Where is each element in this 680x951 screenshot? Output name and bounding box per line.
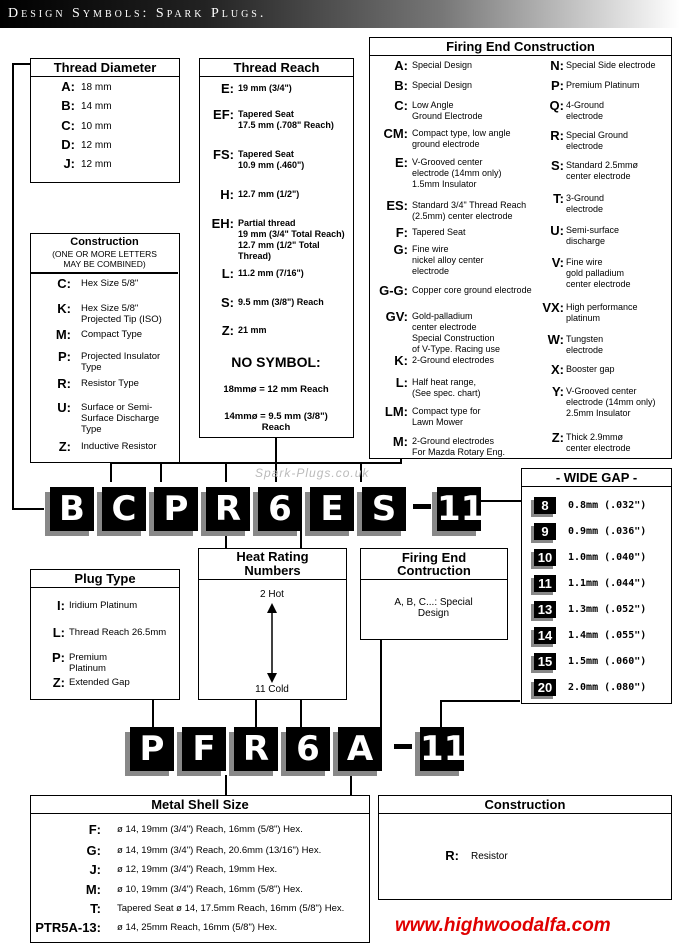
legend-code: H:	[220, 187, 234, 202]
legend-desc: Low Angle Ground Electrode	[412, 100, 483, 121]
part2-suffix-tile: 11	[420, 729, 468, 769]
legend-code: CM:	[383, 126, 408, 141]
part-letter-tile: B	[50, 487, 94, 531]
heat-rating-box	[198, 548, 347, 700]
legend-desc: Copper core ground electrode	[412, 285, 532, 295]
legend-code: EF:	[213, 107, 234, 122]
wide-gap-desc: 1.3mm (.052")	[568, 604, 647, 615]
construction-2-desc: Resistor	[471, 851, 508, 862]
footer-url[interactable]: www.highwoodalfa.com	[395, 915, 611, 936]
page-header	[0, 0, 680, 28]
connector-line	[225, 530, 227, 548]
legend-desc: ø 10, 19mm (3/4") Reach, 16mm (5/8") Hex.	[117, 884, 303, 895]
connector-line	[160, 462, 162, 482]
legend-desc: Fine wire gold palladium center electrode	[566, 257, 631, 289]
heat-scale-arrow-icon	[262, 603, 282, 683]
legend-desc: Compact type for Lawn Mower	[412, 406, 481, 427]
thread-diameter-box	[30, 58, 180, 183]
wide-gap-desc: 0.9mm (.036")	[568, 526, 647, 537]
legend-desc: 12.7 mm (1/2")	[238, 189, 300, 199]
legend-desc: 14 mm	[81, 101, 112, 112]
legend-code: M:	[392, 434, 408, 449]
legend-desc: Semi-surface discharge	[566, 225, 620, 246]
legend-code: M:	[85, 882, 101, 897]
legend-code: L:	[52, 625, 65, 640]
legend-desc: 10 mm	[81, 121, 112, 132]
legend-code: Z:	[58, 439, 71, 454]
wide-gap-code-tile: 9	[534, 523, 556, 540]
connector-line	[225, 775, 227, 795]
connector-line	[360, 462, 400, 464]
legend-code: S:	[221, 295, 234, 310]
legend-desc: Special Side electrode	[566, 60, 656, 70]
legend-desc: 9.5 mm (3/8") Reach	[238, 297, 324, 307]
legend-code: B:	[394, 78, 408, 93]
part-letter-tile: F	[182, 727, 226, 771]
legend-code: A:	[61, 79, 75, 94]
connector-line	[12, 63, 14, 509]
legend-code: G:	[393, 242, 408, 257]
part-letter-tile: R	[206, 487, 250, 531]
legend-code: S:	[551, 158, 564, 173]
legend-desc: Standard 2.5mmø center electrode	[566, 160, 639, 181]
legend-code: W:	[547, 332, 564, 347]
legend-code: C:	[61, 118, 75, 133]
legend-code: B:	[61, 98, 75, 113]
legend-desc: Projected Insulator Type	[81, 351, 161, 373]
legend-desc: Inductive Resistor	[81, 441, 157, 452]
legend-code: X:	[551, 362, 564, 377]
legend-desc: Special Design	[412, 60, 473, 70]
wide-gap-code-tile: 15	[534, 653, 556, 670]
wide-gap-code-tile: 11	[534, 575, 556, 592]
legend-code: F:	[88, 822, 101, 837]
legend-code: J:	[63, 156, 75, 171]
legend-desc: Iridium Platinum	[69, 600, 138, 611]
legend-desc: Tapered Seat	[412, 227, 466, 237]
legend-desc: 18 mm	[81, 82, 112, 93]
legend-code: J:	[89, 862, 101, 877]
construction-box	[30, 233, 180, 463]
legend-desc: 21 mm	[238, 325, 267, 335]
thread-reach-box	[199, 58, 354, 438]
no-symbol-label: NO SYMBOL:	[231, 354, 321, 370]
legend-code: U:	[550, 223, 564, 238]
legend-code: Z:	[551, 430, 564, 445]
no-symbol-14mm: 14mmø = 9.5 mm (3/8") Reach	[224, 411, 328, 433]
metal-shell-title: Metal Shell Size	[31, 796, 369, 814]
legend-desc: 2-Ground electrodes For Mazda Rotary Eng.	[412, 436, 506, 457]
part-letter-tile: E	[310, 487, 354, 531]
legend-desc: Tungsten electrode	[566, 334, 604, 355]
page-title: Design Symbols: Spark Plugs.	[8, 6, 267, 21]
legend-code: FS:	[213, 147, 234, 162]
divider	[31, 272, 178, 274]
connector-line	[300, 700, 302, 728]
legend-code: P:	[551, 78, 564, 93]
plug-type-box	[30, 569, 180, 700]
connector-line	[225, 462, 227, 482]
connector-line	[440, 700, 520, 702]
legend-desc: 19 mm (3/4")	[238, 83, 292, 93]
legend-code: K:	[394, 353, 408, 368]
wide-gap-desc: 1.5mm (.060")	[568, 656, 647, 667]
legend-code: P:	[52, 650, 65, 665]
legend-code: R:	[57, 376, 71, 391]
thread-reach-title: Thread Reach	[200, 59, 353, 77]
wide-gap-desc: 0.8mm (.032")	[568, 500, 647, 511]
legend-desc: Surface or Semi- Surface Discharge Type	[81, 402, 160, 435]
wide-gap-code-tile: 10	[534, 549, 556, 566]
legend-code: T:	[90, 901, 101, 916]
construction-2-title: Construction	[379, 796, 671, 814]
legend-code: EH:	[211, 216, 234, 231]
legend-desc: ø 12, 19mm (3/4") Reach, 19mm Hex.	[117, 864, 278, 875]
wide-gap-code-tile: 8	[534, 497, 556, 514]
wide-gap-code-tile: 14	[534, 627, 556, 644]
legend-desc: Hex Size 5/8" Projected Tip (ISO)	[81, 303, 162, 325]
legend-code: Q:	[549, 98, 564, 113]
legend-desc: 12 mm	[81, 159, 112, 170]
connector-line	[110, 462, 112, 482]
legend-code: C:	[394, 98, 408, 113]
legend-code: L:	[395, 375, 408, 390]
legend-code: ES:	[386, 198, 408, 213]
legend-desc: 2-Ground electrodes	[412, 355, 495, 365]
legend-desc: ø 14, 19mm (3/4") Reach, 16mm (5/8") Hex.	[117, 824, 303, 835]
legend-code: T:	[553, 191, 564, 206]
legend-code: K:	[57, 301, 71, 316]
legend-code: I:	[57, 598, 65, 613]
legend-code: C:	[57, 276, 71, 291]
legend-code: E:	[395, 155, 408, 170]
part-letter-tile: P	[130, 727, 174, 771]
wide-gap-code-tile: 13	[534, 601, 556, 618]
legend-code: G-G:	[379, 283, 408, 298]
construction-2-box	[378, 795, 672, 900]
legend-desc: 11.2 mm (7/16")	[238, 268, 304, 278]
legend-desc: Standard 3/4" Thread Reach (2.5mm) center electrode	[412, 200, 527, 221]
no-symbol-18mm: 18mmø = 12 mm Reach	[223, 384, 329, 395]
legend-code: R:	[550, 128, 564, 143]
part-letter-tile: 6	[258, 487, 302, 531]
dash	[413, 504, 431, 509]
legend-desc: Thread Reach 26.5mm	[69, 627, 167, 638]
wide-gap-box	[521, 468, 672, 704]
legend-code: Z:	[52, 675, 65, 690]
part-letter-tile: 6	[286, 727, 330, 771]
legend-desc: Thick 2.9mmø center electrode	[566, 432, 631, 453]
watermark: Spark-Plugs.co.uk	[255, 466, 370, 480]
legend-code: LM:	[384, 404, 408, 419]
legend-code: Y:	[551, 384, 564, 399]
legend-code: V:	[551, 255, 564, 270]
part-letter-tile: R	[234, 727, 278, 771]
legend-desc: 12 mm	[81, 140, 112, 151]
legend-code: A:	[394, 58, 408, 73]
firing-end-title: Firing End Construction	[370, 38, 671, 56]
legend-desc: Tapered Seat 17.5 mm (.708" Reach)	[238, 109, 334, 130]
firing-end-2-desc: A, B, C...: Special Design	[394, 597, 473, 619]
thread-diameter-title: Thread Diameter	[31, 59, 179, 77]
heat-cold-label: 11 Cold	[255, 684, 289, 695]
legend-code: U:	[57, 400, 71, 415]
legend-code: N:	[550, 58, 564, 73]
wide-gap-title: - WIDE GAP -	[522, 469, 671, 487]
part-letter-tile: S	[362, 487, 406, 531]
legend-desc: Resistor Type	[81, 378, 139, 389]
part1-suffix-tile: 11	[437, 489, 485, 529]
legend-desc: V-Grooved center electrode (14mm only) 2.5mm Insulator	[566, 386, 656, 418]
legend-desc: 3-Ground electrode	[566, 193, 605, 214]
legend-code: M:	[55, 327, 71, 342]
legend-desc: Compact Type	[81, 329, 143, 340]
legend-desc: Tapered Seat ø 14, 17.5mm Reach, 16mm (5/8") Hex.	[117, 903, 345, 914]
legend-desc: V-Grooved center electrode (14mm only) 1.5mm Insulator	[412, 157, 502, 189]
legend-desc: High performance platinum	[566, 302, 638, 323]
wide-gap-desc: 1.1mm (.044")	[568, 578, 647, 589]
connector-line	[152, 700, 154, 728]
legend-desc: Hex Size 5/8"	[81, 278, 139, 289]
legend-desc: Compact type, low angle ground electrode	[412, 128, 511, 149]
legend-desc: 4-Ground electrode	[566, 100, 605, 121]
construction-subtitle: (ONE OR MORE LETTERS MAY BE COMBINED)	[52, 249, 157, 269]
legend-desc: Partial thread 19 mm (3/4" Total Reach) 12.7 mm (1/2" Total Thread)	[238, 218, 345, 261]
legend-desc: Extended Gap	[69, 677, 130, 688]
legend-code: PTR5A-13:	[35, 920, 101, 935]
heat-rating-title: Heat Rating Numbers	[199, 549, 346, 580]
legend-code: Z:	[221, 323, 234, 338]
connector-line	[12, 508, 44, 510]
wide-gap-desc: 1.4mm (.055")	[568, 630, 647, 641]
legend-desc: Booster gap	[566, 364, 615, 374]
firing-end-box	[369, 37, 672, 459]
legend-code: G:	[86, 843, 101, 858]
legend-desc: ø 14, 19mm (3/4") Reach, 20.6mm (13/16") Hex.	[117, 845, 322, 856]
construction-2-code: R:	[445, 848, 459, 863]
connector-line	[300, 530, 302, 548]
construction-title: Construction	[70, 236, 139, 248]
firing-end-2-title: Firing End Contruction	[361, 549, 507, 580]
plug-type-title: Plug Type	[31, 570, 179, 588]
legend-desc: Premium Platinum	[566, 80, 640, 90]
metal-shell-box	[30, 795, 370, 943]
legend-code: D:	[61, 137, 75, 152]
wide-gap-desc: 2.0mm (.080")	[568, 682, 647, 693]
legend-desc: ø 14, 25mm Reach, 16mm (5/8") Hex.	[117, 922, 278, 933]
legend-desc: Tapered Seat 10.9 mm (.460")	[238, 149, 305, 170]
legend-code: E:	[221, 81, 234, 96]
legend-desc: Premium Platinum	[69, 652, 108, 674]
part-letter-tile: A	[338, 727, 382, 771]
legend-code: VX:	[542, 300, 564, 315]
connector-line	[12, 63, 32, 65]
connector-line	[350, 775, 352, 795]
connector-line	[380, 640, 382, 728]
connector-line	[440, 700, 442, 728]
legend-code: L:	[221, 266, 234, 281]
legend-desc: Half heat range, (See spec. chart)	[412, 377, 481, 398]
part-letter-tile: P	[154, 487, 198, 531]
wide-gap-desc: 1.0mm (.040")	[568, 552, 647, 563]
legend-desc: Fine wire nickel alloy center electrode	[412, 244, 484, 276]
connector-line	[255, 700, 257, 728]
legend-desc: Gold-palladium center electrode Special Construction of V-Type. Racing use	[412, 311, 501, 354]
legend-desc: Special Design	[412, 80, 473, 90]
part-letter-tile: C	[102, 487, 146, 531]
legend-code: P:	[58, 349, 71, 364]
firing-end-2-box	[360, 548, 508, 640]
legend-code: GV:	[385, 309, 408, 324]
wide-gap-code-tile: 20	[534, 679, 556, 696]
heat-hot-label: 2 Hot	[260, 589, 284, 600]
legend-code: F:	[395, 225, 408, 240]
dash	[394, 744, 412, 749]
legend-desc: Special Ground electrode	[566, 130, 629, 151]
